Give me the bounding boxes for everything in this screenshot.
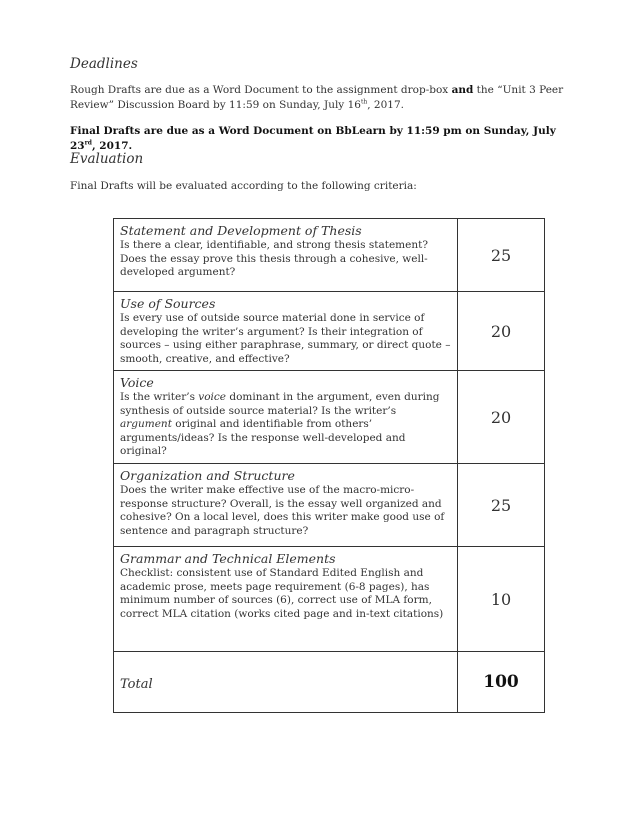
criteria-description [114,464,458,547]
criteria-row-thesis [114,219,545,292]
criteria-body [120,391,451,459]
criteria-points: 20 [458,371,545,464]
voice-body-italic-argument: argument [120,418,172,430]
total-label-cell [114,652,458,713]
criteria-description [114,547,458,652]
criteria-table [113,218,545,713]
voice-body-text-2: dominant in the argument, even during synthesis of outside source material? Is the writer’s [120,391,440,417]
criteria-row-organization [114,464,545,547]
criteria-title: Use of Sources [120,296,216,311]
final-drafts-text-end: , 2017. [91,140,133,152]
voice-body-text-3: original and identifiable from others’ arguments/ideas? Is the response well-developed and original? [120,418,406,457]
criteria-title: Organization and Structure [120,468,295,483]
criteria-body: Checklist: consistent use of Standard Edited English and academic prose, meets page requirement (6-8 pages), has minimum number of sources (6), correct use of MLA form, correct MLA citation (works cited page and in-text citations) [120,567,444,620]
criteria-points: 20 [458,292,545,371]
total-label: Total [120,676,153,692]
evaluation-intro: Final Drafts will be evaluated according to the following criteria: [70,180,417,192]
rough-drafts-sup: th [360,98,368,106]
voice-body-text-1: Is the writer’s [120,391,199,403]
rough-drafts-paragraph [70,83,570,113]
criteria-description [114,219,458,292]
rough-drafts-text-end: , 2017. [367,99,404,111]
evaluation-heading: Evaluation [70,151,144,167]
deadlines-heading: Deadlines [70,56,138,72]
criteria-points: 10 [458,547,545,652]
final-drafts-paragraph [70,124,570,154]
criteria-row-sources [114,292,545,371]
rough-drafts-text-2: the “Unit 3 Peer Review” Discussion Board by 11:59 on Sunday, July 16 [70,84,564,111]
total-points: 100 [458,652,545,713]
criteria-row-voice [114,371,545,464]
final-drafts-sup: rd [84,139,92,147]
criteria-body: Is there a clear, identifiable, and strong thesis statement? Does the essay prove this thesis through a cohesive, well-developed argument? [120,239,428,278]
rough-drafts-text-1: Rough Drafts are due as a Word Document to the assignment drop-box [70,84,452,96]
criteria-title: Grammar and Technical Elements [120,551,336,566]
rough-drafts-and: and [451,84,474,96]
criteria-row-grammar [114,547,545,652]
criteria-description [114,371,458,464]
final-drafts-text: Final Drafts are due as a Word Document on BbLearn by 11:59 pm on Sunday, July 23 [70,125,556,152]
criteria-body: Is every use of outside source material done in service of developing the writer’s argument? Is their integration of sources – using either paraphrase, summary, or direct quote – smooth, creative, and effective? [120,312,451,365]
criteria-body: Does the writer make effective use of the macro-micro-response structure? Overall, is the essay well organized and cohesive? On a local level, does this writer make good use of sentence and paragraph structure? [120,484,445,537]
criteria-points: 25 [458,219,545,292]
criteria-title: Voice [120,375,154,390]
criteria-description [114,292,458,371]
criteria-row-total [114,652,545,713]
criteria-title: Statement and Development of Thesis [120,223,362,238]
criteria-points: 25 [458,464,545,547]
voice-body-italic-voice: voice [198,391,227,403]
